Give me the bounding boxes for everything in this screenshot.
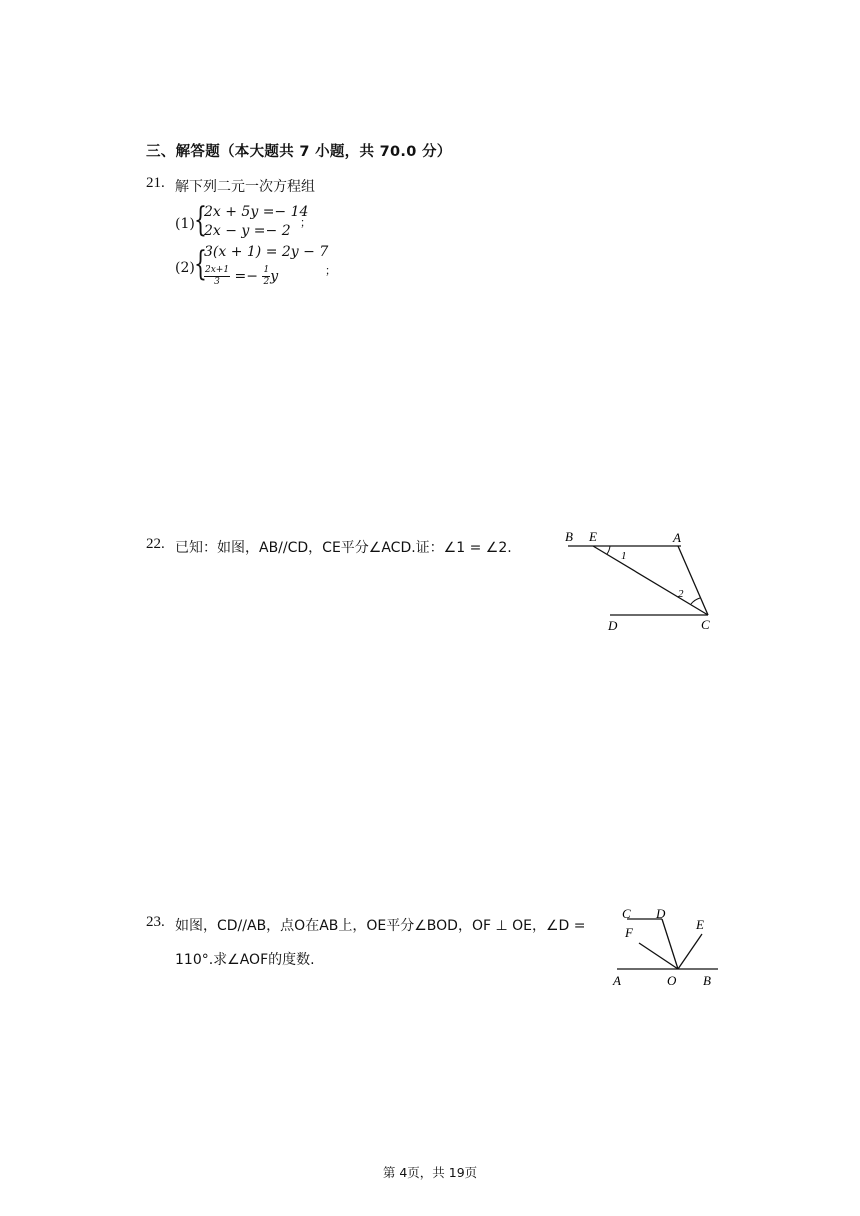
q21-part1-eq2: 2x − y =− 2 xyxy=(204,223,291,239)
label-o: O xyxy=(667,973,677,988)
label-d: D xyxy=(608,618,618,633)
question-23-number: 23. xyxy=(146,914,165,930)
question-23-line1: 如图，CD//AB，点O在AB上，OE平分∠BOD，OF ⊥ OE，∠D = xyxy=(175,918,586,934)
label-c: C xyxy=(622,906,631,921)
line-ac xyxy=(678,546,708,615)
label-f: F xyxy=(625,925,633,940)
q21-part1-eq1: 2x + 5y =− 14 xyxy=(204,204,309,220)
q21-part1-brace: { xyxy=(194,200,207,240)
q21-part2-label: (2) xyxy=(175,260,195,276)
section-title: 三、解答题（本大题共 7 小题，共 70.0 分） xyxy=(146,144,452,160)
label-b: B xyxy=(703,973,711,988)
q21-part2-eq2: $\frac{2x+1}{3}$ =− $\frac{1}{2}$ y xyxy=(205,265,279,287)
q21-part2-semicolon: ； xyxy=(325,264,336,277)
question-21-prompt: 解下列二元一次方程组 xyxy=(175,179,315,195)
label-e: E xyxy=(696,917,704,932)
page-footer: 第 4页，共 19页 xyxy=(382,1165,478,1180)
q21-part2-brace: { xyxy=(194,244,207,284)
label-e: E xyxy=(589,529,597,544)
q21-part1-label: (1) xyxy=(175,216,195,232)
question-23-line2: 110°.求∠AOF的度数. xyxy=(175,952,315,968)
label-a: A xyxy=(673,530,681,545)
line-oe xyxy=(678,934,702,969)
q21-part1-semicolon: ； xyxy=(300,216,311,229)
question-21-number: 21. xyxy=(146,175,165,191)
fraction-one-half: $\frac{1}{2}$ xyxy=(263,265,270,287)
q21-part2-eq1: 3(x + 1) = 2y − 7 xyxy=(204,244,329,260)
line-ec xyxy=(593,546,708,615)
angle-2-arc xyxy=(691,598,700,604)
q22-figure xyxy=(560,525,725,635)
line-of xyxy=(639,943,678,969)
label-b: B xyxy=(565,529,573,544)
label-a: A xyxy=(613,973,621,988)
label-angle-2: 2 xyxy=(678,588,684,600)
fraction-2x1-over-3: $\frac{2x+1}{3}$ xyxy=(205,265,230,287)
angle-1-arc xyxy=(607,546,610,554)
line-od xyxy=(662,919,678,969)
label-d: D xyxy=(656,906,666,921)
question-22-text: 已知：如图，AB//CD，CE平分∠ACD.证：∠1 = ∠2. xyxy=(175,540,512,556)
question-22-number: 22. xyxy=(146,536,165,552)
label-c: C xyxy=(701,617,710,632)
label-angle-1: 1 xyxy=(621,550,627,562)
q23-figure xyxy=(605,905,725,993)
